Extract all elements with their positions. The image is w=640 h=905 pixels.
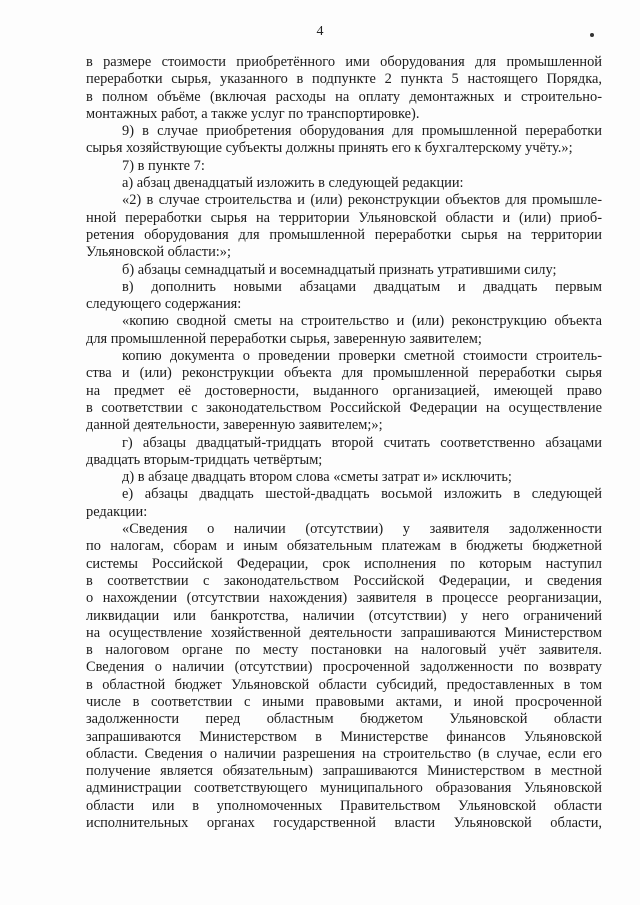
text-line: ликвидации или банкротства, наличии (отсутствии) у него ограничений [86, 607, 602, 624]
text-line: в соответствии с законодательством Российской Федерации, и сведения [86, 572, 602, 589]
text-line: 7) в пункте 7: [122, 157, 205, 174]
text-line: д) в абзаце двадцать втором слова «сметы затрат и» исключить; [122, 469, 512, 486]
text-line: системы Российской Федерации, срок исполнения по которым наступил [86, 555, 602, 572]
text-line: получение является обязательным) запрашиваются Министерством в местной [86, 763, 602, 780]
text-line: исполнительных органах государственной власти Ульяновской области, [86, 815, 602, 832]
text-line: нной переработки сырья на территории Ульяновской области и (или) приоб- [86, 209, 602, 226]
text-line: на осуществление хозяйственной деятельности запрашиваются Министерством [86, 624, 602, 641]
text-line: е) абзацы двадцать шестой-двадцать восьмой изложить в следующей [122, 486, 602, 503]
text-line: 9) в случае приобретения оборудования для промышленной переработки [122, 123, 602, 140]
text-line: запрашиваются Министерством в Министерстве финансов Ульяновской [86, 728, 602, 745]
text-line: задолженности перед областным бюджетом Ульяновской области [86, 711, 602, 728]
text-line: г) абзацы двадцатый-тридцать второй считать соответственно абзацами [122, 434, 602, 451]
text-line: «копию сводной сметы на строительство и (или) реконструкцию объекта [122, 313, 602, 330]
text-line: для промышленной переработки сырья, заверенную заявителем; [86, 330, 482, 347]
text-line: в размере стоимости приобретённого ими оборудования для промышленной [86, 54, 602, 70]
text-line: данной деятельности, заверенную заявителем;»; [86, 417, 383, 434]
text-line: следующего содержания: [86, 296, 242, 313]
text-line: редакции: [86, 503, 148, 520]
text-line: сырья хозяйствующие субъекты должны принять его к бухгалтерскому учёту.»; [86, 140, 573, 157]
text-line: копию документа о проведении проверки сметной стоимости строитель- [122, 348, 602, 365]
text-line: области. Сведения о наличии разрешения на строительство (в случае, если его [86, 745, 602, 762]
text-line: а) абзац двенадцатый изложить в следующей редакции: [122, 175, 464, 192]
text-line: области или в уполномоченных Правительством Ульяновской области [86, 797, 602, 814]
text-line: Ульяновской области:»; [86, 244, 231, 261]
text-line: ретения оборудования для промышленной переработки сырья на территории [86, 226, 602, 243]
text-line: ства и (или) реконструкции объекта для промышленной переработки сырья [86, 365, 602, 382]
text-line: в полном объёме (включая расходы на оплату демонтажных и строительно- [86, 88, 602, 105]
text-line: в налоговом органе по месту постановки на налоговый учёт заявителя. [86, 642, 602, 659]
text-line: в областной бюджет Ульяновской области субсидий, предоставленных в том [86, 676, 602, 693]
text-line: «2) в случае строительства и (или) реконструкции объектов для промышле- [122, 192, 602, 209]
text-line: администрации соответствующего муниципального образования Ульяновской [86, 780, 602, 797]
page-number: 4 [316, 24, 324, 39]
text-line: б) абзацы семнадцатый и восемнадцатый признать утратившими силу; [122, 261, 557, 278]
text-line: в) дополнить новыми абзацами двадцатым и двадцать первым [122, 278, 602, 295]
document-body [86, 54, 602, 832]
text-line: по налогам, сборам и иным обязательным платежам в бюджеты бюджетной [86, 538, 602, 555]
text-line: «Сведения о наличии (отсутствии) у заявителя задолженности [122, 521, 602, 538]
text-line: о нахождении (отсутствии нахождения) заявителя в процессе реорганизации, [86, 590, 602, 607]
text-line: переработки сырья, указанного в подпункте 2 пункта 5 настоящего Порядка, [86, 71, 602, 88]
text-line: Сведения о наличии (отсутствии) просроченной задолженности по возврату [86, 659, 602, 676]
scan-speck [590, 33, 594, 37]
text-line: в соответствии с законодательством Российской Федерации на осуществление [86, 399, 602, 416]
text-line: двадцать вторым-тридцать четвёртым; [86, 451, 323, 468]
text-line: монтажных работ, а также услуг по транспортировке). [86, 105, 420, 122]
text-line: на предмет её достоверности, выданного организацией, имеющей право [86, 382, 602, 399]
text-line: числе в соответствии с иными правовыми актами, и иной просроченной [86, 693, 602, 710]
